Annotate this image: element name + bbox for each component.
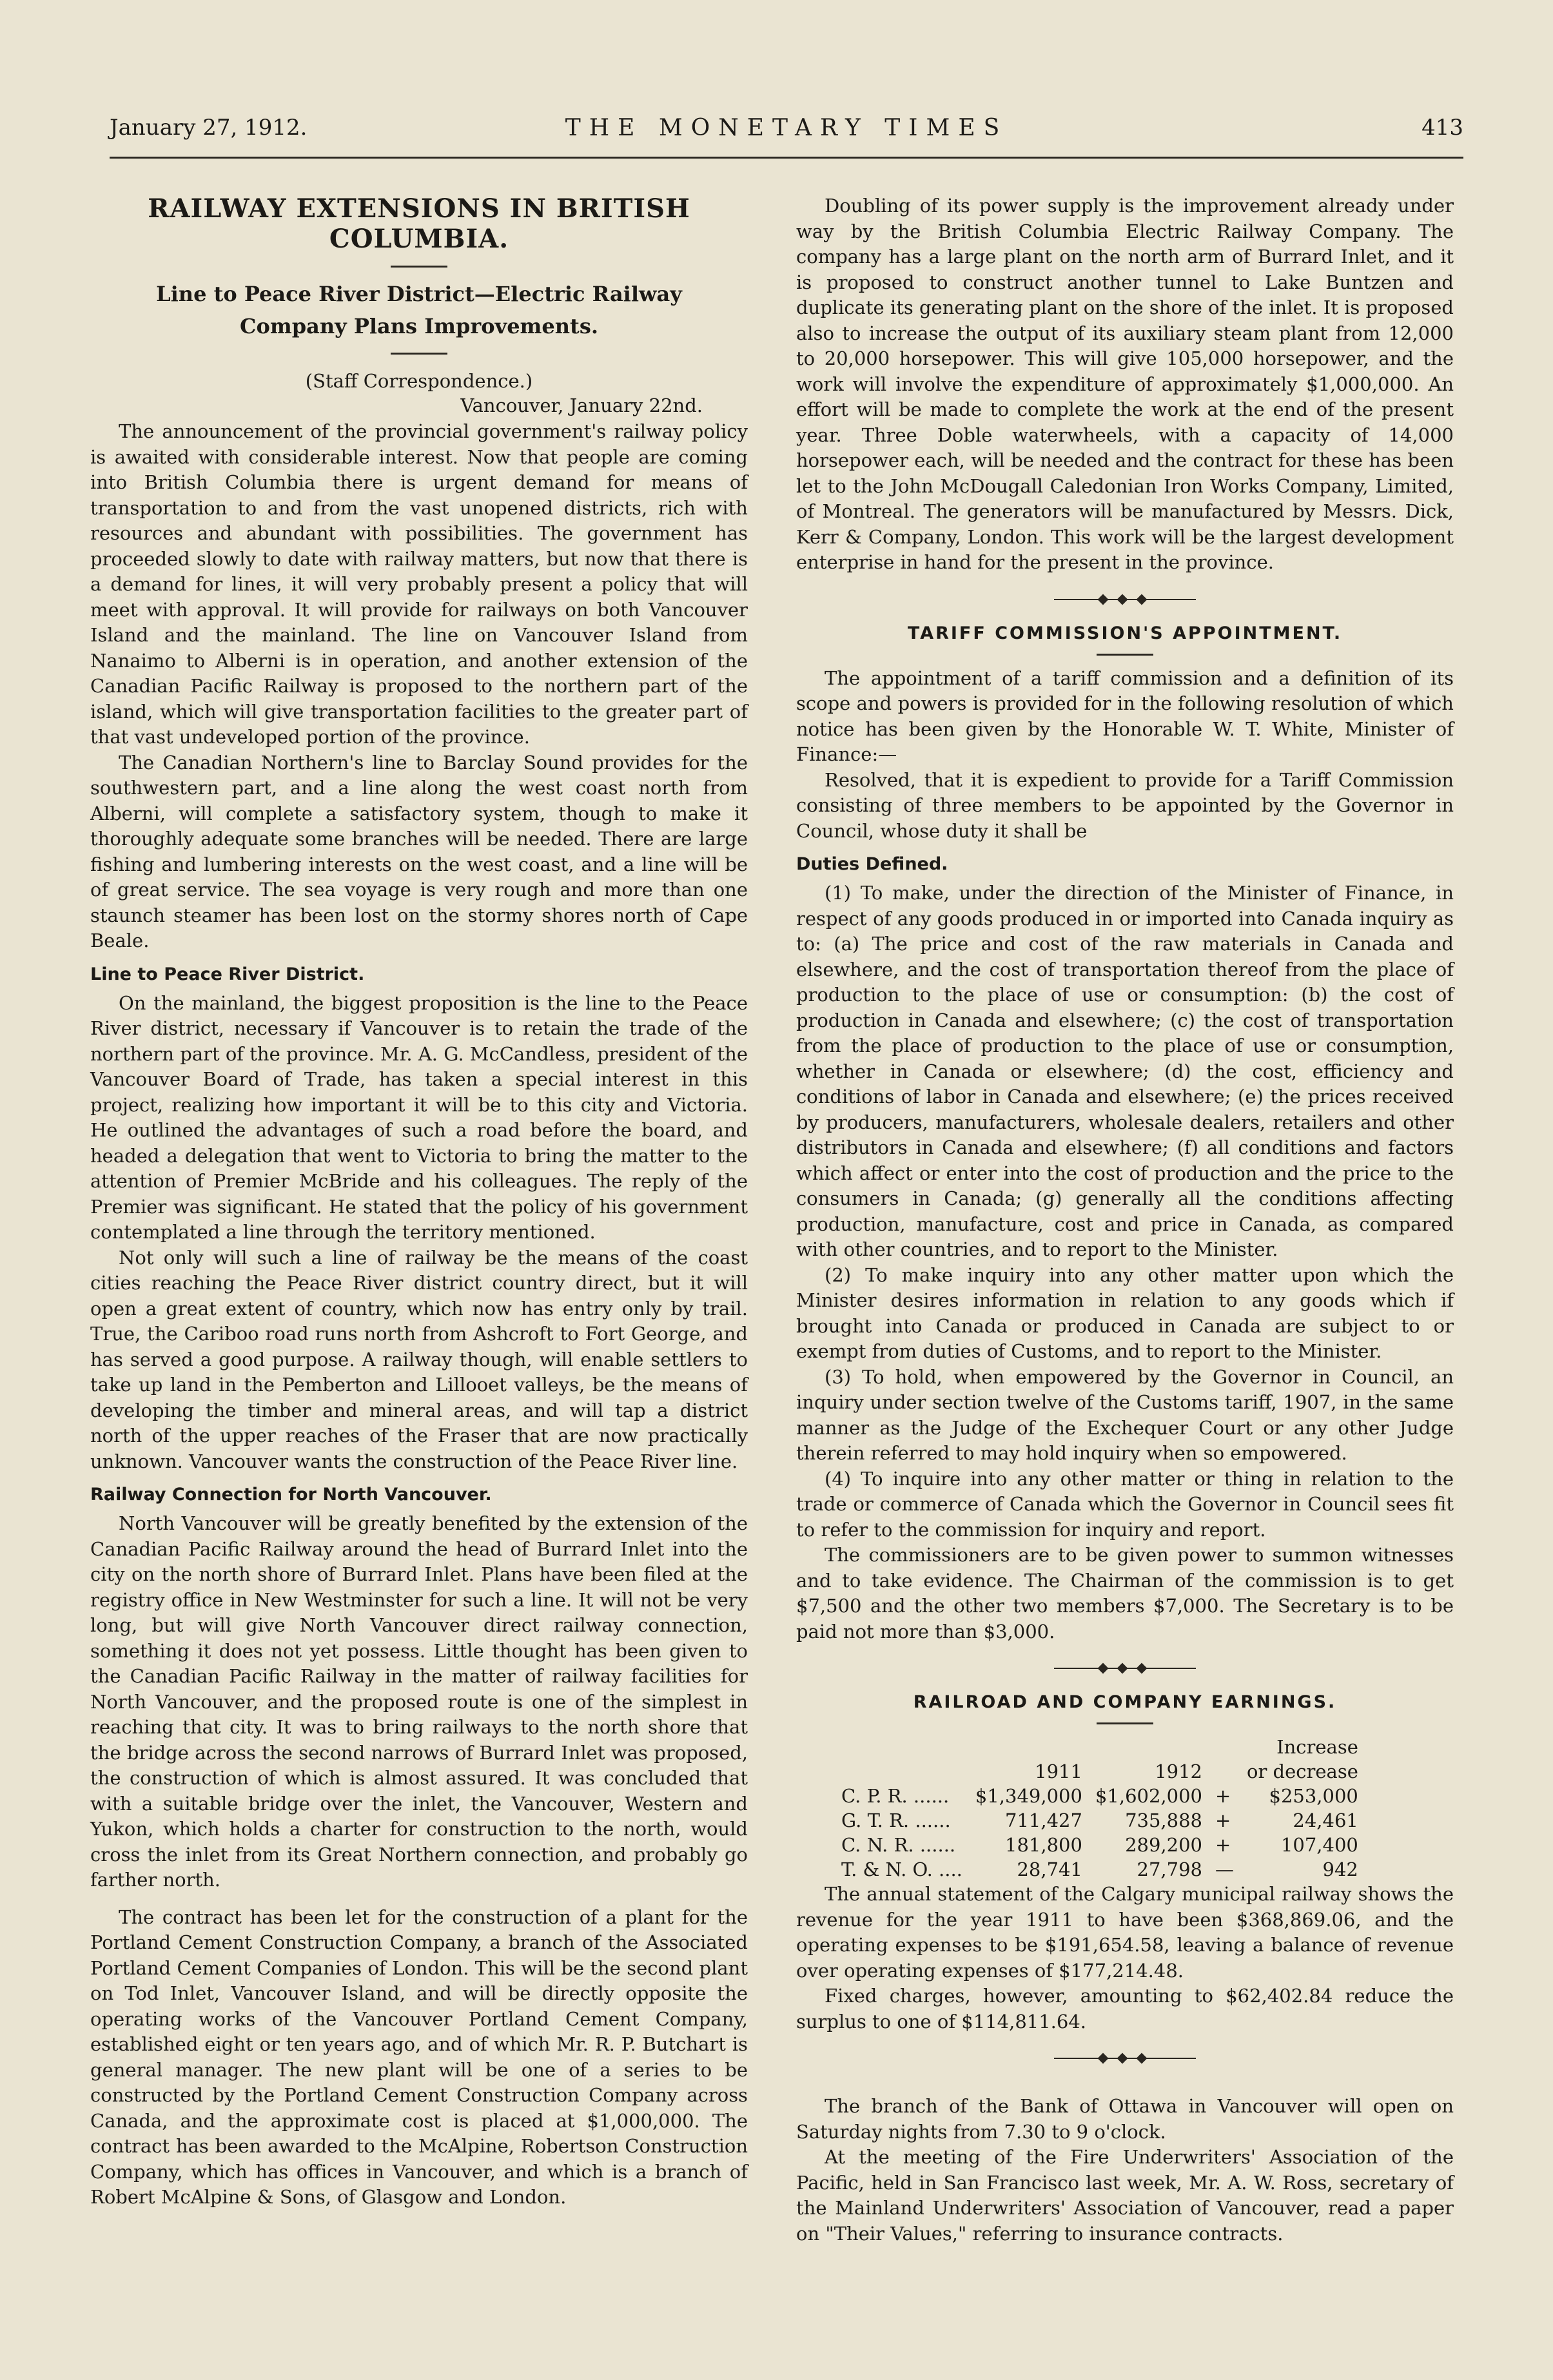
table-row [835, 1833, 1365, 1857]
table-row [835, 1857, 1365, 1882]
paragraph: The commissioners are to be given power to summon witnesses and to take evidence. The Chairman of the commission is to get $7,500 and the other two members $7,000. The Secretary is to be paid not more than $3,000. [796, 1544, 1454, 1643]
title-rule [1097, 1722, 1153, 1724]
table-row [835, 1808, 1365, 1833]
paragraph: The contract has been let for the construction of a plant for the Portland Cement Construction Company, a branch of the Associated Portland Cement Companies of London. This will be the second plant on Tod Inlet, Vancouver Island, and will be directly opposite the operating works of the Vancouver Portland Cement Company, established eight or ten years ago, and of which Mr. R. P. Butchart is general manager. The new plant will be one of a series to be constructed by the Portland Cement Construction Company across Canada, and the approximate cost is placed at $1,000,000. The contract has been awarded to the McAlpine, Robertson Construction Company, which has offices in Vancouver, and which is a branch of Robert McAlpine & Sons, of Glasgow and London. [90, 1906, 748, 2208]
byline: (Staff Correspondence.) [305, 370, 533, 392]
subtitle-rule [391, 353, 447, 355]
header-rule [110, 157, 1463, 159]
section-heading-duties-defined: Duties Defined. [796, 854, 948, 874]
column-header: or decrease [1247, 1761, 1358, 1782]
ornament-divider [1054, 595, 1196, 604]
value-1911: 28,741 [1017, 1858, 1082, 1880]
paragraph: North Vancouver will be greatly benefited by the extension of the Canadian Pacific Railway around the head of Burrard Inlet into the city on the north shore of Burrard Inlet. Plans have been filed at the registry office in New Westminster for such a line. It will not be very long, but will give North Vancouver direct railway connection, something it does not yet possess. Little thought has been given to the Canadian Pacific Railway in the matter of railway facilities for North Vancouver, and the proposed route is one of the simplest in reaching that city. It was to bring railways to the north shore that the bridge across the second narrows of Burrard Inlet was proposed, the construction of which is almost assured. It was concluded that with a suitable bridge over the inlet, the Vancouver, Western and Yukon, which holds a charter for construction to the north, would cross the inlet from its Great Northern connection, and probably go farther north. [90, 1512, 748, 1891]
paragraph: At the meeting of the Fire Underwriters' Association of the Pacific, held in San Francisco last week, Mr. A. W. Ross, secretary of the Mainland Underwriters' Association of Vancouver, read a paper on "Their Values," referring to insurance contracts. [796, 2146, 1454, 2245]
section-heading-north-vancouver: Railway Connection for North Vancouver. [90, 1485, 492, 1505]
paragraph: The Canadian Northern's line to Barclay Sound provides for the southwestern part, and a line along the west coast north from Alberni, will complete a satisfactory system, though to make it thoroughly adequate some branches will be needed. There are large fishing and lumbering interests on the west coast, and a line will be of great service. The sea voyage is very rough and more than one staunch steamer has been lost on the stormy shores north of Cape Beale. [90, 751, 748, 951]
table-row [835, 1784, 1365, 1808]
value-1912: 735,888 [1125, 1809, 1202, 1831]
article-subtitle: Line to Peace River District—Electric Railway Company Plans Improvements. [156, 282, 682, 338]
article-title-earnings: RAILROAD AND COMPANY EARNINGS. [913, 1692, 1337, 1712]
value-1911: 711,427 [1005, 1809, 1082, 1831]
paragraph: Fixed charges, however, amounting to $62,402.84 reduce the surplus to one of $114,811.64. [796, 1985, 1454, 2033]
paragraph: The annual statement of the Calgary municipal railway shows the revenue for the year 1911 to have been $368,869.06, and the operating expenses to be $191,654.58, leaving a balance of revenue over operating expenses of $177,214.48. [796, 1883, 1454, 1982]
paragraph: The announcement of the provincial government's railway policy is awaited with considerable interest. Now that people are coming into British Columbia there is urgent demand for means of transportation to and from the vast unopened districts, rich with resources and abundant with possibilities. The government has proceeded slowly to date with railway matters, but now that there is a demand for lines, it will very probably present a policy that will meet with approval. It will provide for railways on both Vancouver Island and the mainland. The line on Vancouver Island from Nanaimo to Alberni is in operation, and another extension of the Canadian Pacific Railway is proposed to the northern part of the island, which will give transportation facilities to the greater part of that vast undeveloped portion of the province. [90, 420, 748, 748]
page-number: 413 [1421, 115, 1463, 141]
section-heading-peace-river: Line to Peace River District. [90, 964, 365, 984]
railway-name: G. T. R. ...... [841, 1809, 951, 1831]
page-header [110, 115, 1463, 153]
left-column [90, 193, 748, 2210]
paragraph: (1) To make, under the direction of the Minister of Finance, in respect of any goods produced in or imported into Canada inquiry as to: (a) The price and cost of the raw materials in Canada and elsewhere, and the cost of transportation thereof from the place of production to the place of use or consumption: (b) the cost of production in Canada and elsewhere; (c) the cost of transportation from the place of production to the place of use or consumption, whether in Canada or elsewhere; (d) the cost, efficiency and conditions of labor in Canada and elsewhere; (e) the prices received by producers, manufacturers, wholesale dealers, retailers and other distributors in Canada and elsewhere; (f) all conditions and factors which affect or enter into the cost of production and the price to the consumers in Canada; (g) generally all the conditions affecting production, manufacture, cost and price in Canada, as compared with other countries, and to report to the Minister. [796, 882, 1454, 1260]
value-1912: 289,200 [1125, 1834, 1202, 1856]
article-title-tariff-commission: TARIFF COMMISSION'S APPOINTMENT. [907, 623, 1343, 643]
change-sign: + [1215, 1834, 1231, 1856]
paragraph: On the mainland, the biggest proposition is the line to the Peace River district, necessary if Vancouver is to retain the trade of the northern part of the province. Mr. A. G. McCandless, president of the Vancouver Board of Trade, has taken a special interest in this project, realizing how important it will be to this city and Victoria. He outlined the advantages of such a road before the board, and headed a delegation that went to Victoria to bring the matter to the attention of Premier McBride and his colleagues. The reply of the Premier was significant. He stated that the policy of his government contemplated a line through the territory mentioned. [90, 991, 748, 1243]
publication-title: THE MONETARY TIMES [565, 115, 1008, 141]
paragraph: The branch of the Bank of Ottawa in Vancouver will open on Saturday nights from 7.30 to 9 o'clock. [796, 2095, 1454, 2143]
earnings-table [835, 1735, 1365, 1882]
change-sign: + [1215, 1785, 1231, 1807]
value-1911: 181,800 [1005, 1834, 1082, 1856]
change-value: 107,400 [1280, 1834, 1358, 1856]
column-header: 1911 [1035, 1761, 1082, 1782]
table-header-row [835, 1759, 1365, 1784]
paragraph: (3) To hold, when empowered by the Governor in Council, an inquiry under section twelve of the Customs tariff, 1907, in the same manner as the Judge of the Exchequer Court or any other Judge therein referred to may hold inquiry when so empowered. [796, 1365, 1454, 1464]
paragraph: (4) To inquire into any other matter or thing in relation to the trade or commerce of Canada which the Governor in Council sees fit to refer to the commission for inquiry and report. [796, 1467, 1454, 1541]
ornament-divider [1054, 2054, 1196, 2063]
paragraph: (2) To make inquiry into any other matter upon which the Minister desires information in relation to any goods which if brought into Canada or produced in Canada are subject to or exempt from duties of Customs, and to report to the Minister. [796, 1263, 1454, 1362]
table-header-row [835, 1735, 1365, 1759]
title-rule [391, 266, 447, 268]
change-sign: — [1215, 1858, 1234, 1880]
change-sign: + [1215, 1809, 1231, 1831]
ornament-divider [1054, 1664, 1196, 1673]
column-header: 1912 [1155, 1761, 1202, 1782]
column-header: Increase [1276, 1736, 1358, 1758]
railway-name: C. P. R. ...... [841, 1785, 950, 1807]
spacer [90, 1893, 748, 1905]
railway-name: T. & N. O. .... [841, 1858, 962, 1880]
dateline: Vancouver, January 22nd. [460, 395, 703, 416]
title-rule [1097, 654, 1153, 656]
paragraph: Resolved, that it is expedient to provide for a Tariff Commission consisting of three members to be appointed by the Governor in Council, whose duty it shall be [796, 768, 1454, 842]
railway-name: C. N. R. ...... [841, 1834, 956, 1856]
spacer [796, 2082, 1454, 2094]
value-1912: 27,798 [1137, 1858, 1202, 1880]
right-column [796, 193, 1454, 2247]
value-1912: $1,602,000 [1095, 1785, 1202, 1807]
change-value: $253,000 [1269, 1785, 1358, 1807]
change-value: 942 [1322, 1858, 1358, 1880]
paragraph: Not only will such a line of railway be the means of the coast cities reaching the Peace River district country direct, but it will open a great extent of country, which now has entry only by trail. True, the Cariboo road runs north from Ashcroft to Fort George, and has served a good purpose. A railway though, will enable settlers to take up land in the Pemberton and Lillooet valleys, be the means of developing the timber and mineral areas, and will tap a district north of the upper reaches of the Fraser that are now practically unknown. Vancouver wants the construction of the Peace River line. [90, 1246, 748, 1472]
article-title-railway-extensions: RAILWAY EXTENSIONS IN BRITISH COLUMBIA. [148, 193, 690, 254]
paragraph: Doubling of its power supply is the improvement already under way by the British Columbia Electric Railway Company. The company has a large plant on the north arm of Burrard Inlet, and it is proposed to construct another tunnel to Lake Buntzen and duplicate its generating plant on the shore of the inlet. It is proposed also to increase the output of its auxiliary steam plant from 12,000 to 20,000 horsepower. This will give 105,000 horsepower, and the work will involve the expenditure of approximately $1,000,000. An effort will be made to complete the work at the end of the present year. Three Doble waterwheels, with a capacity of 14,000 horsepower each, will be needed and the contract for these has been let to the John McDougall Caledonian Iron Works Company, Limited, of Montreal. The generators will be manufactured by Messrs. Dick, Kerr & Company, London. This work will be the largest development enterprise in hand for the present in the province. [796, 195, 1454, 573]
value-1911: $1,349,000 [975, 1785, 1082, 1807]
issue-date: January 27, 1912. [110, 115, 308, 141]
change-value: 24,461 [1293, 1809, 1358, 1831]
paragraph: The appointment of a tariff commission and a definition of its scope and powers is provided for in the following resolution of which notice has been given by the Honorable W. T. White, Minister of Finance:— [796, 667, 1454, 765]
